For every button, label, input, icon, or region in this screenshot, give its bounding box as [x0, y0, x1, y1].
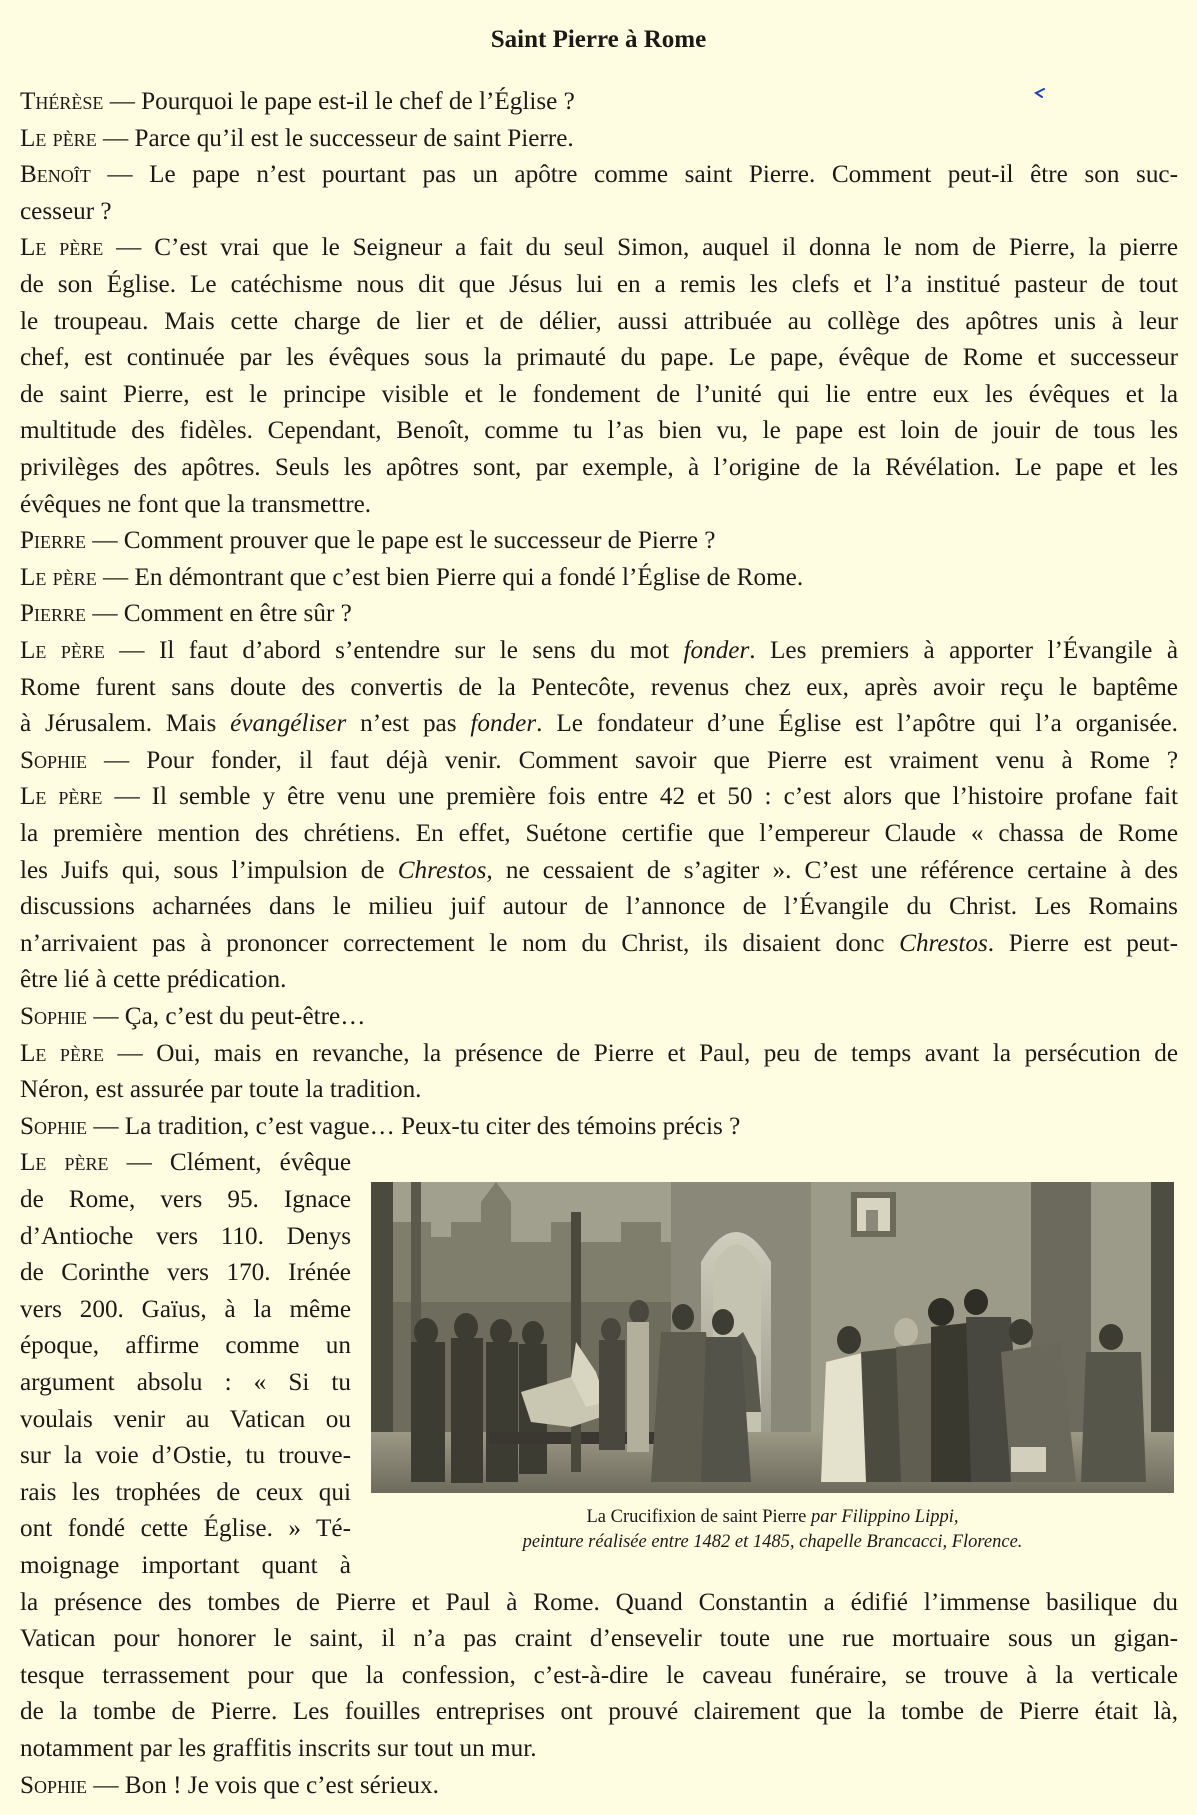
speaker-name: Le père [20, 1149, 109, 1177]
line-text: Rome furent sans doute des convertis de la Pentecôte, revenus chez eux, après avoir reçu le baptême [20, 673, 1178, 701]
text-line [20, 596, 1178, 632]
speaker-name: Pierre [20, 600, 87, 628]
speaker-name: Thérèse [20, 88, 104, 115]
text-line [20, 779, 1178, 815]
line-text: époque, affirme comme un [20, 1332, 351, 1360]
line-text: rais les trophées de ceux qui [20, 1478, 351, 1506]
line-text: les Juifs qui, sous l’impulsion de [20, 856, 398, 884]
speaker-name: Pierre [20, 527, 87, 555]
line-text: — Parce qu’il est le successeur de saint Pierre. [96, 124, 574, 152]
speaker-name: Sophie [20, 746, 88, 774]
line-text: argument absolu : « Si tu [20, 1369, 351, 1396]
line-text: voulais venir au Vatican ou [20, 1405, 351, 1433]
line-text: — Pour fonder, il faut déjà venir. Comment savoir que Pierre est vraiment venu à Rome ? [87, 746, 1178, 774]
line-text: ne cessaient de s’agiter ». C’est une référence certaine à des [492, 856, 1178, 884]
line-text: être lié à cette prédication. [20, 966, 287, 994]
line-text: — Oui, mais en revanche, la présence de Pierre et Paul, peu de temps avant la persécution de [103, 1039, 1179, 1067]
line-text: discussions acharnées dans le milieu juif autour de l’annonce de l’Évangile du Christ. Les Romains [20, 893, 1178, 921]
line-text: . Pierre est peut- [987, 929, 1179, 957]
line-text: — Il faut d’abord s’entendre sur le sens du mot [104, 637, 684, 664]
line-text: la présence des tombes de Pierre et Paul à Rome. Quand Constantin a édifié l’immense basilique du [20, 1588, 1178, 1616]
line-text: — Ça, c’est du peut-être… [87, 1003, 366, 1030]
caption-author: par Filippino Lippi, [811, 1507, 959, 1527]
text-line [20, 706, 1178, 742]
caption-title: La Crucifixion de saint Pierre [586, 1507, 811, 1527]
text-line [20, 377, 1178, 413]
line-text: . Le fondateur d’une Église est l’apôtre qui l’a organisée. [536, 710, 1178, 738]
line-text: de Rome, vers 95. Ignace [20, 1186, 351, 1213]
line-text: — Pourquoi le pape est-il le chef de l’Église ? [103, 88, 575, 115]
line-text: la première mention des chrétiens. En effet, Suétone certifie que l’empereur Claude « chassa de Rome [20, 820, 1178, 847]
text-line [20, 1365, 351, 1401]
line-text: de la tombe de Pierre. Les fouilles entreprises ont prouvé clairement que la tombe de Pierre était là, [20, 1698, 1178, 1726]
text-line [20, 962, 1178, 998]
text-line [20, 889, 1178, 925]
text-line [20, 926, 1178, 962]
text-line [20, 121, 1178, 157]
line-text: de saint Pierre, est le principe visible et le fondement de l’unité qui lie entre eux les évêques et la [20, 380, 1178, 408]
text-line [20, 1292, 351, 1328]
text-line [20, 816, 1178, 852]
line-text: — Comment prouver que le pape est le successeur de Pierre ? [86, 527, 716, 555]
line-text: n’arrivaient pas à prononcer correctement le nom du Christ, ils disaient donc [20, 929, 900, 957]
text-line [20, 633, 1178, 669]
italic-term: fonder [683, 637, 750, 664]
line-text: n’est pas [346, 710, 471, 738]
text-line [20, 1402, 351, 1438]
pen-mark-icon [1033, 88, 1045, 98]
line-text: d’Antioche vers 110. Denys [20, 1222, 351, 1250]
line-text: — Bon ! Je vois que c’est sérieux. [87, 1771, 439, 1799]
text-line [20, 523, 1178, 559]
line-text: — En démontrant que c’est bien Pierre qui a fondé l’Église de Rome. [96, 563, 804, 591]
text-line [20, 1475, 351, 1511]
speaker-name: Le père [20, 124, 97, 152]
text-line [20, 1328, 351, 1364]
text-line [20, 1658, 1178, 1694]
text-line [20, 1548, 351, 1584]
line-text: privilèges des apôtres. Seuls les apôtres sont, par exemple, à l’origine de la Révélation. Le pape et les [20, 454, 1178, 481]
figure-caption-line-2: peinture réalisée entre 1482 et 1485, chapelle Brancacci, Florence. [522, 1532, 1023, 1552]
line-text: de son Église. Le catéchisme nous dit que Jésus lui en a remis les clefs et l’a institué pasteur de tout [20, 271, 1178, 298]
text-line [20, 1731, 1178, 1767]
painting-image [371, 1182, 1174, 1493]
line-text: Vatican pour honorer le saint, il n’a pas craint d’ensevelir toute une rue mortuaire sous un gigan- [20, 1625, 1178, 1653]
speaker-name: Le père [20, 637, 105, 664]
speaker-name: Sophie [20, 1771, 88, 1799]
italic-term: Chrestos, [397, 856, 493, 884]
speaker-name: Le père [20, 1039, 104, 1067]
line-text: notamment par les graffitis inscrits sur tout un mur. [20, 1735, 537, 1762]
line-text: — Il semble y être venu une première fois entre 42 et 50 : c’est alors que l’histoire profane fait [102, 783, 1178, 811]
text-line [20, 1145, 351, 1181]
italic-term: Chrestos [899, 929, 988, 957]
text-line [20, 1255, 351, 1291]
line-text: . Les premiers à apporter l’Évangile à [749, 637, 1178, 664]
text-line [20, 450, 1178, 486]
text-line [20, 1072, 1178, 1108]
line-text: le troupeau. Mais cette charge de lier et de délier, aussi attribuée au collège des apôtres unis à leur [20, 307, 1178, 335]
line-text: à Jérusalem. Mais [20, 710, 231, 738]
line-text: — La tradition, c’est vague… Peux-tu citer des témoins précis ? [87, 1112, 741, 1140]
text-line [20, 1182, 351, 1218]
figure-caption-line-1 [371, 1505, 1174, 1530]
line-text: moignage important quant à [20, 1552, 351, 1579]
italic-term: évangéliser [230, 710, 347, 738]
text-line [20, 1109, 1178, 1145]
text-line [20, 1511, 351, 1547]
text-line [20, 560, 1178, 596]
line-text: cesseur ? [20, 197, 112, 225]
text-line [20, 194, 1178, 230]
line-text: chef, est continuée par les évêques sous la primauté du pape. Le pape, évêque de Rome et successeur [20, 344, 1178, 372]
speaker-name: Le père [20, 234, 104, 262]
text-line [20, 999, 1178, 1035]
speaker-name: Le père [20, 783, 103, 811]
text-line [20, 304, 1178, 340]
text-line [20, 743, 1178, 779]
speaker-name: Sophie [20, 1112, 88, 1140]
line-text: évêques ne font que la transmettre. [20, 490, 372, 518]
page-title: Saint Pierre à Rome [490, 26, 707, 53]
line-text: vers 200. Gaïus, à la même [20, 1295, 351, 1323]
text-line [20, 487, 1178, 523]
text-line [20, 853, 1178, 889]
italic-term: fonder [470, 710, 537, 738]
line-text: de Corinthe vers 170. Irénée [20, 1259, 351, 1287]
line-text: Néron, est assurée par toute la tradition. [20, 1076, 422, 1104]
text-line [20, 1219, 351, 1255]
text-line [20, 157, 1178, 193]
text-line [20, 230, 1178, 266]
line-text: — Clément, évêque [108, 1149, 351, 1177]
line-text: — Comment en être sûr ? [86, 600, 352, 628]
text-line [20, 1768, 1178, 1804]
text-line [20, 670, 1178, 706]
line-text: tesque terrassement pour que la confession, c’est-à-dire le caveau funéraire, se trouve à la verticale [20, 1661, 1178, 1689]
speaker-name: Le père [20, 563, 97, 591]
text-line [20, 1694, 1178, 1730]
speaker-name: Benoît [20, 161, 91, 189]
text-line [20, 1036, 1178, 1072]
line-text: — C’est vrai que le Seigneur a fait du seul Simon, auquel il donna le nom de Pierre, la pierre [103, 234, 1178, 262]
line-text: multitude des fidèles. Cependant, Benoît, comme tu l’as bien vu, le pape est loin de jouir de tous les [20, 417, 1178, 445]
text-line [20, 84, 1178, 120]
text-line [20, 413, 1178, 449]
text-line [20, 267, 1178, 303]
line-text: — Le pape n’est pourtant pas un apôtre comme saint Pierre. Comment peut-il être son suc- [90, 161, 1178, 189]
speaker-name: Sophie [20, 1003, 88, 1030]
painting-crucifixion-of-saint-peter [371, 1182, 1174, 1493]
text-line [20, 1585, 1178, 1621]
line-text: ont fondé cette Église. » Té- [20, 1515, 351, 1543]
text-line [20, 1621, 1178, 1657]
line-text: sur la voie d’Ostie, tu trouve- [20, 1442, 351, 1470]
text-line [20, 340, 1178, 376]
text-line [20, 1438, 351, 1474]
